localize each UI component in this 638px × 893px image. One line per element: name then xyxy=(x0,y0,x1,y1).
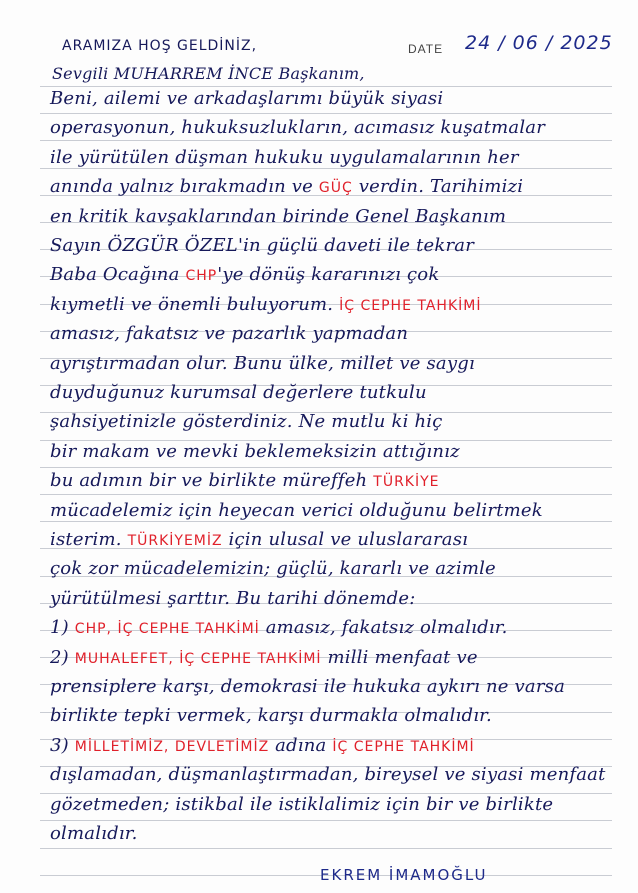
highlight-text: MUHALEFET, İÇ CEPHE TAHKİMİ xyxy=(74,650,322,667)
line-text: amasız, fakatsız olmalıdır. xyxy=(259,617,508,639)
letter-line xyxy=(50,558,496,579)
rule-line xyxy=(40,86,612,87)
line-text: olmalıdır. xyxy=(50,823,138,844)
line-text: birlikte tepki vermek, karşı durmakla olmalıdır. xyxy=(50,705,492,727)
letter-line xyxy=(50,470,440,491)
highlight-text: İÇ CEPHE TAHKİMİ xyxy=(332,738,475,755)
signature: EKREM İMAMOĞLU xyxy=(320,866,488,884)
rule-line xyxy=(40,494,612,495)
letter-line xyxy=(50,529,468,550)
line-text: yürütülmesi şarttır. Bu tarihi dönemde: xyxy=(50,587,416,609)
line-text: adına xyxy=(269,734,333,756)
line-text: ile yürütülen düşman hukuku uygulamalarının her xyxy=(50,146,519,168)
letter-line xyxy=(50,617,508,638)
highlight-text: TÜRKİYEMİZ xyxy=(127,533,223,549)
line-text: bu adımın bir ve birlikte müreffeh xyxy=(50,470,374,492)
line-text: dışlamadan, düşmanlaştırmadan, bireysel ve siyasi menfaat xyxy=(50,764,606,786)
line-text: Sayın ÖZGÜR ÖZEL'in güçlü daveti ile tekrar xyxy=(50,235,475,256)
rule-line xyxy=(40,113,612,114)
line-text: için ulusal ve uluslararası xyxy=(222,529,469,550)
line-text: duyduğunuz kurumsal değerlere tutkulu xyxy=(50,382,427,403)
line-text: şahsiyetinizle gösterdiniz. Ne mutlu ki hiç xyxy=(50,411,443,433)
line-text: milli menfaat ve xyxy=(321,646,478,668)
letter-line xyxy=(50,647,478,668)
letter-line xyxy=(50,441,460,462)
letter-line xyxy=(50,764,606,785)
line-text: çok zor mücadelemizin; güçlü, kararlı ve azimle xyxy=(50,558,496,580)
line-text: en kritik kavşaklarından birinde Genel Başkanım xyxy=(50,205,507,227)
letter-line xyxy=(50,294,481,315)
salutation: Sevgili MUHARREM İNCE Başkanım, xyxy=(52,64,365,83)
highlight-text: İÇ CEPHE TAHKİMİ xyxy=(339,297,482,314)
letter-line xyxy=(50,794,553,815)
line-text: ayrıştırmadan olur. Bunu ülke, millet ve saygı xyxy=(50,352,475,374)
highlight-text: TÜRKİYE xyxy=(373,474,440,491)
highlight-text: CHP xyxy=(185,268,218,285)
date-value: 24 / 06 / 2025 xyxy=(465,32,613,54)
line-text: operasyonun, hukuksuzlukların, acımasız kuşatmalar xyxy=(50,117,546,139)
letter-line xyxy=(50,117,545,138)
line-text: Baba Ocağına xyxy=(50,264,186,286)
letter-line xyxy=(50,500,543,521)
rule-line xyxy=(40,521,612,522)
letter-line xyxy=(50,735,475,756)
line-text: bir makam ve mevki beklemeksizin attığınız xyxy=(50,440,460,462)
line-text: anında yalnız bırakmadın ve xyxy=(50,176,319,198)
letter-line xyxy=(50,235,474,256)
line-text: 3) xyxy=(50,734,75,756)
line-text: 1) xyxy=(50,617,75,639)
letter-line xyxy=(50,323,408,344)
highlight-text: GÜÇ xyxy=(318,180,353,197)
line-text: verdin. Tarihimizi xyxy=(352,176,524,198)
line-text: amasız, fakatsız ve pazarlık yapmadan xyxy=(50,323,409,345)
letter-line xyxy=(50,382,427,403)
line-text: Beni, ailemi ve arkadaşlarımı büyük siyasi xyxy=(50,88,444,109)
greeting: ARAMIZA HOŞ GELDİNİZ, xyxy=(62,38,258,54)
rule-line xyxy=(40,820,612,821)
rule-line xyxy=(40,848,612,849)
line-text: gözetmeden; istikbal ile istiklalimiz için bir ve birlikte xyxy=(50,793,554,815)
date-label: DATE xyxy=(408,42,444,56)
letter-line xyxy=(50,823,138,844)
letter-line xyxy=(50,147,519,168)
highlight-text: CHP, İÇ CEPHE TAHKİMİ xyxy=(74,621,260,638)
line-text: 'ye dönüş kararınızı çok xyxy=(217,264,440,286)
letter-line xyxy=(50,411,442,432)
highlight-text: MİLLETİMİZ, DEVLETİMİZ xyxy=(74,738,270,755)
rule-line xyxy=(40,140,612,141)
letter-line xyxy=(50,353,475,374)
letter-line xyxy=(50,588,416,609)
line-text: isterim. xyxy=(50,529,128,550)
letter-line xyxy=(50,88,443,109)
rule-line xyxy=(40,467,612,468)
line-text: mücadelemiz için heyecan verici olduğunu belirtmek xyxy=(50,499,543,521)
line-text: prensiplere karşı, demokrasi ile hukuka aykırı ne varsa xyxy=(50,676,566,697)
line-text: kıymetli ve önemli buluyorum. xyxy=(50,293,340,315)
letter-line xyxy=(50,676,565,697)
letter-line xyxy=(50,264,439,285)
line-text: 2) xyxy=(50,646,75,668)
letter-line xyxy=(50,206,506,227)
letter-line xyxy=(50,705,492,726)
letter-line xyxy=(50,176,523,197)
